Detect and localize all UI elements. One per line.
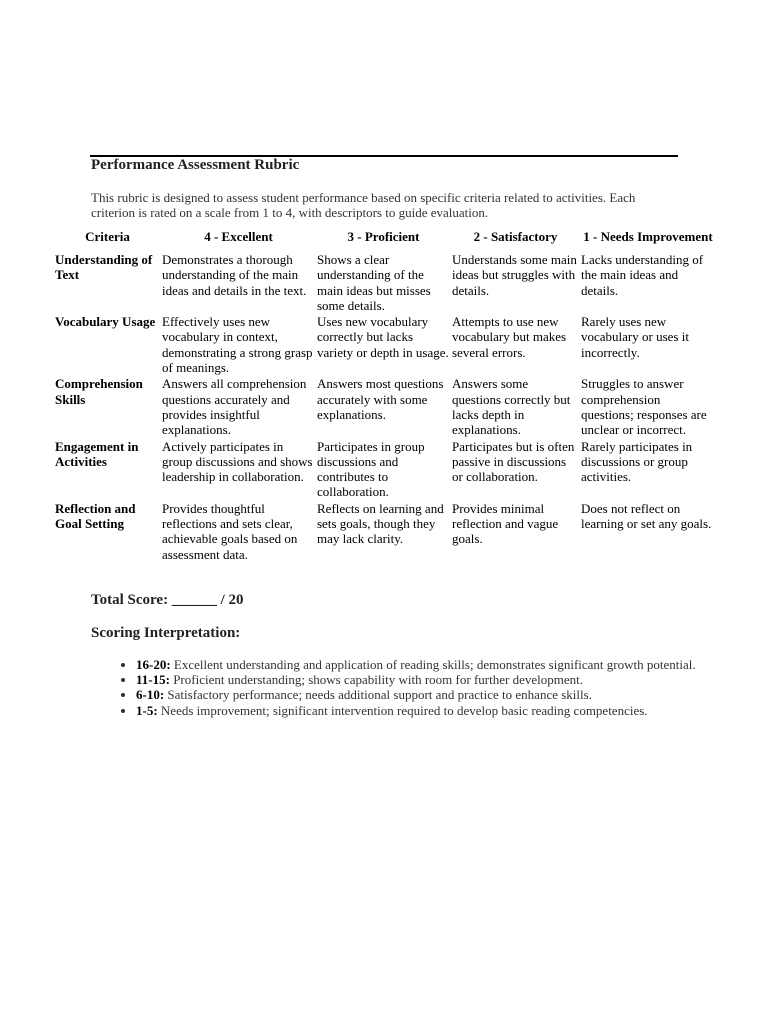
- header-satisfactory: 2 - Satisfactory: [473, 229, 558, 245]
- table-row: [54, 314, 716, 376]
- scoring-interpretation-heading: Scoring Interpretation:: [91, 625, 241, 641]
- total-score: Total Score: ______ / 20: [91, 592, 244, 608]
- criterion-cell: Understanding of Text: [55, 252, 153, 283]
- table-row: [54, 501, 716, 563]
- table-cell: Uses new vocabulary correctly but lacks variety or depth in usage.: [317, 314, 449, 360]
- table-cell: Lacks understanding of the main ideas and details.: [581, 252, 704, 298]
- score-range: 1-5:: [136, 702, 158, 718]
- score-description: Proficient understanding; shows capability with room for further development.: [173, 672, 583, 688]
- score-description: Excellent understanding and application of reading skills; demonstrates significant growth potential.: [173, 657, 696, 672]
- document-title: Performance Assessment Rubric: [91, 157, 300, 173]
- table-cell: Rarely uses new vocabulary or uses it incorrectly.: [581, 314, 689, 360]
- table-row: [54, 376, 716, 438]
- scoring-interpretation-list: [91, 657, 736, 718]
- header-excellent: 4 - Excellent: [204, 229, 273, 245]
- table-cell: Does not reflect on learning or set any goals.: [581, 500, 712, 532]
- table-cell: Answers all comprehension questions accurately and provides insightful explanations.: [162, 376, 307, 438]
- score-range: 11-15:: [136, 672, 170, 688]
- table-cell: Shows a clear understanding of the main ideas but misses some details.: [317, 252, 431, 313]
- header-needs-improvement: 1 - Needs Improvement: [583, 229, 713, 245]
- criterion-cell: Reflection and Goal Setting: [55, 500, 136, 532]
- list-item: [136, 672, 736, 687]
- score-range: 6-10:: [136, 687, 165, 703]
- table-cell: Participates but is often passive in discussions or collaboration.: [452, 438, 575, 485]
- table-cell: Effectively uses new vocabulary in context, demonstrating a strong grasp of meanings.: [162, 314, 313, 376]
- table-cell: Answers some questions correctly but lacks depth in explanations.: [452, 376, 571, 438]
- list-item: [136, 687, 736, 702]
- intro-paragraph: This rubric is designed to assess student performance based on specific criteria related to activities. Each criterion is rated on a scale from 1 to 4, with descriptors to guide evaluation.: [91, 190, 636, 220]
- table-row: [54, 252, 716, 314]
- table-cell: Reflects on learning and sets goals, though they may lack clarity.: [317, 500, 444, 547]
- score-range: 16-20:: [136, 657, 171, 672]
- score-description: Needs improvement; significant intervention required to develop basic reading competencies.: [160, 702, 648, 718]
- header-proficient: 3 - Proficient: [347, 229, 420, 245]
- rubric-table: [54, 222, 716, 563]
- table-cell: Demonstrates a thorough understanding of the main ideas and details in the text.: [162, 252, 307, 298]
- table-cell: Struggles to answer comprehension questions; responses are unclear or incorrect.: [581, 376, 707, 438]
- list-item: [136, 703, 736, 718]
- table-cell: Actively participates in group discussions and shows leadership in collaboration.: [162, 438, 313, 485]
- table-cell: Provides minimal reflection and vague goals.: [452, 500, 559, 547]
- table-cell: Attempts to use new vocabulary but makes several errors.: [452, 314, 567, 360]
- table-cell: Provides thoughtful reflections and sets clear, achievable goals based on assessment data.: [162, 500, 298, 562]
- table-row: [54, 439, 716, 501]
- score-description: Satisfactory performance; needs additional support and practice to enhance skills.: [167, 687, 592, 703]
- criterion-cell: Vocabulary Usage: [55, 314, 156, 330]
- table-cell: Rarely participates in discussions or group activities.: [581, 438, 693, 485]
- table-header-row: [54, 222, 716, 252]
- table-cell: Understands some main ideas but struggles with details.: [452, 252, 577, 298]
- list-item: [136, 657, 736, 672]
- table-cell: Participates in group discussions and contributes to collaboration.: [317, 438, 425, 500]
- table-cell: Answers most questions accurately with some explanations.: [317, 376, 444, 422]
- header-criteria: Criteria: [85, 229, 130, 245]
- criterion-cell: Comprehension Skills: [55, 376, 143, 407]
- criterion-cell: Engagement in Activities: [55, 438, 139, 469]
